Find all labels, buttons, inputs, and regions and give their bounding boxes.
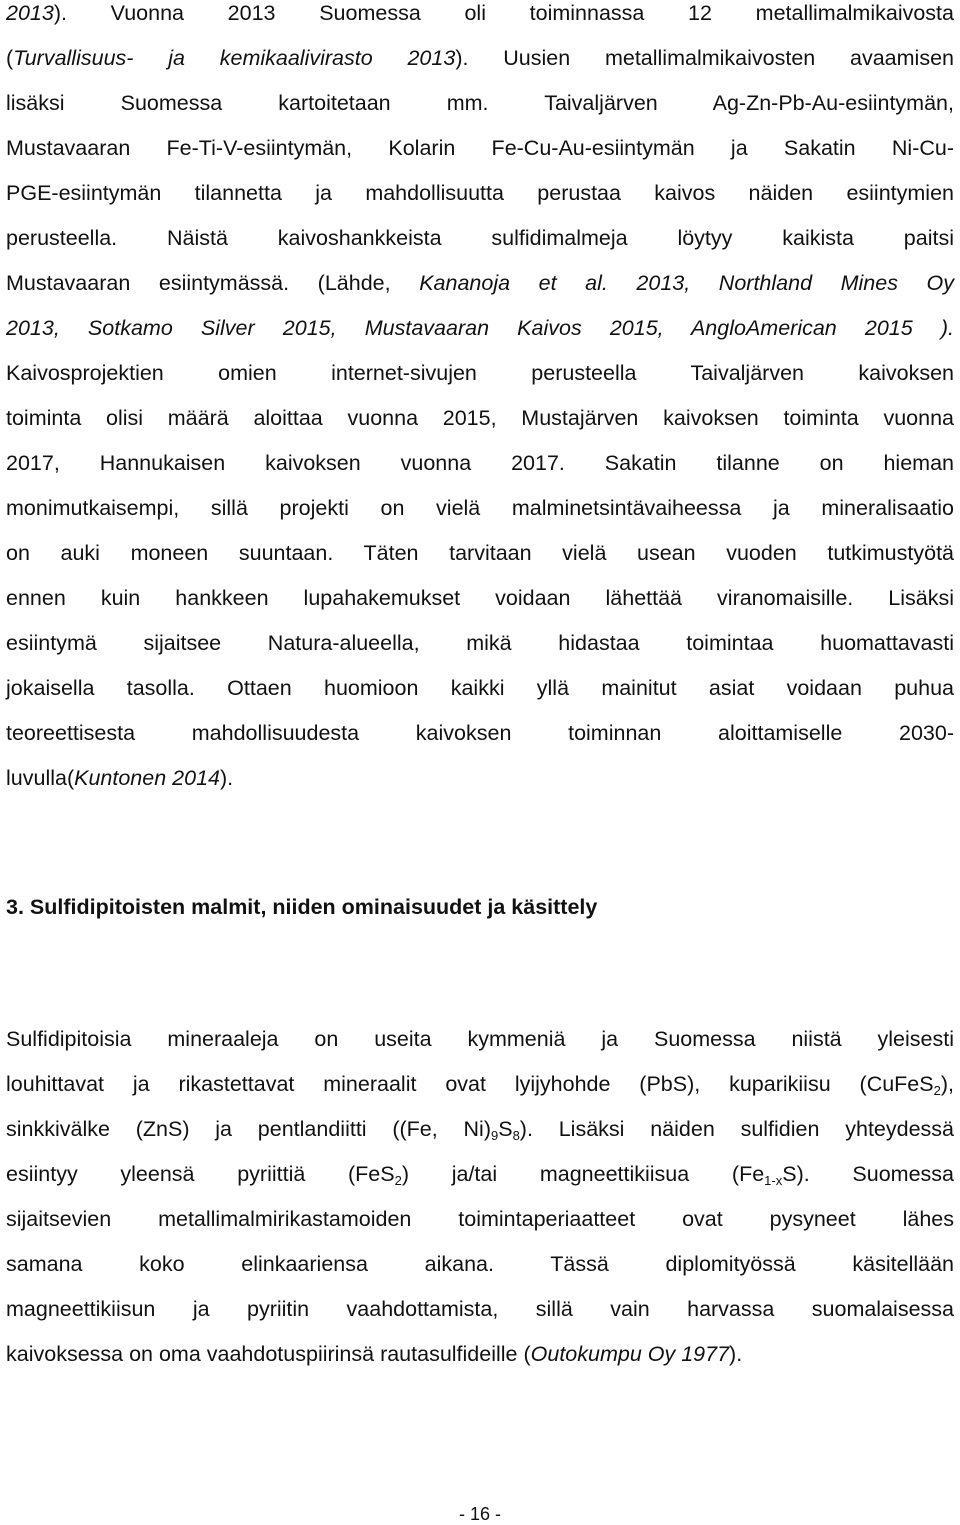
text-line	[6, 270, 954, 315]
citation-year: 2013	[6, 1, 54, 25]
section-heading: 3. Sulfidipitoisten malmit, niiden ominaisuudet ja käsittely	[6, 895, 598, 919]
text-line: teoreettisesta mahdollisuudesta kaivoksen toiminnan aloittamiselle 2030-	[6, 721, 954, 745]
text-line: magneettikiisun ja pyriitin vaahdottamista, sillä vain harvassa suomalaisessa	[6, 1297, 954, 1321]
text-line: perusteella. Näistä kaivoshankkeista sulfidimalmeja löytyy kaikista paitsi	[6, 226, 954, 250]
text-line: Mustavaaran Fe-Ti-V-esiintymän, Kolarin Fe-Cu-Au-esiintymän ja Sakatin Ni-Cu-	[6, 136, 954, 160]
text-segment: ). Uusien metallimalmikaivosten avaamisen	[455, 46, 954, 70]
text-line: samana koko elinkaariensa aikana. Tässä diplomityössä käsitellään	[6, 1252, 954, 1276]
text-line: Kaivosprojektien omien internet-sivujen perusteella Taivaljärven kaivoksen	[6, 361, 954, 385]
text-line: PGE-esiintymän tilannetta ja mahdollisuutta perustaa kaivos näiden esiintymien	[6, 181, 954, 205]
text-line	[6, 45, 954, 90]
citation-text: Turvallisuus- ja kemikaalivirasto 2013	[13, 46, 456, 70]
citation-text: Outokumpu Oy 1977	[530, 1342, 730, 1366]
text-segment: ).	[220, 766, 234, 790]
subscript: 8	[512, 1128, 520, 1143]
text-line: 2017, Hannukaisen kaivoksen vuonna 2017. Sakatin tilanne on hieman	[6, 451, 954, 475]
text-segment: Mustavaaran esiintymässä. (Lähde,	[6, 271, 420, 295]
page-number: - 16 -	[458, 1504, 501, 1524]
text-segment: ). Vuonna 2013 Suomessa oli toiminnassa 12 metallimalmikaivosta	[53, 1, 954, 25]
text-segment: ) ja/tai magneettikiisua (Fe	[401, 1162, 765, 1186]
text-line: monimutkaisempi, sillä projekti on vielä malminetsintävaiheessa ja mineralisaatio	[6, 496, 954, 520]
text-line	[6, 1341, 954, 1386]
text-line: esiintymä sijaitsee Natura-alueella, mikä hidastaa toimintaa huomattavasti	[6, 631, 954, 655]
citation-text: 2013, Sotkamo Silver 2015, Mustavaaran Kaivos 2015, AngloAmerican 2015 ).	[6, 316, 954, 340]
citation-text: Kuntonen 2014	[74, 766, 220, 790]
text-segment: luvulla(	[6, 766, 75, 790]
text-segment: ).	[729, 1342, 743, 1366]
text-line: sijaitsevien metallimalmirikastamoiden toimintaperiaatteet ovat pysyneet lähes	[6, 1207, 954, 1231]
paragraph-mining-projects	[6, 0, 954, 810]
subscript: 9	[490, 1128, 499, 1143]
text-line	[6, 0, 954, 45]
text-line: jokaisella tasolla. Ottaen huomioon kaikki yllä mainitut asiat voidaan puhua	[6, 676, 954, 700]
text-segment: (	[6, 46, 14, 70]
text-line	[6, 765, 954, 810]
subscript: 1-x	[764, 1173, 783, 1188]
text-segment: esiintyy yleensä pyriittiä (FeS	[6, 1162, 395, 1186]
subscript: 2	[394, 1173, 402, 1188]
text-line: on auki moneen suuntaan. Täten tarvitaan vielä usean vuoden tutkimustyötä	[6, 541, 954, 565]
text-segment: sinkkivälke (ZnS) ja pentlandiitti ((Fe, Ni)	[6, 1117, 491, 1141]
text-line: ennen kuin hankkeen lupahakemukset voidaan lähettää viranomaisille. Lisäksi	[6, 586, 954, 610]
text-segment: S	[498, 1117, 513, 1141]
text-segment: S). Suomessa	[782, 1162, 954, 1186]
text-line	[6, 1116, 954, 1161]
text-line: toiminta olisi määrä aloittaa vuonna 2015, Mustajärven kaivoksen toiminta vuonna	[6, 406, 954, 430]
text-segment: ),	[940, 1072, 954, 1096]
paragraph-sulfide-minerals	[6, 1026, 954, 1386]
text-segment: kaivoksessa on oma vaahdotuspiirinsä rautasulfideille (	[6, 1342, 531, 1366]
text-line: lisäksi Suomessa kartoitetaan mm. Taivaljärven Ag-Zn-Pb-Au-esiintymän,	[6, 91, 954, 115]
text-line	[6, 1071, 954, 1116]
text-line	[6, 315, 954, 360]
citation-text: 2013, Northland Mines Oy	[607, 271, 954, 295]
text-segment: louhittavat ja rikastettavat mineraalit ovat lyijyhohde (PbS), kuparikiisu (CuFeS	[6, 1072, 934, 1096]
text-line: Sulfidipitoisia mineraaleja on useita kymmeniä ja Suomessa niistä yleisesti	[6, 1027, 954, 1051]
text-line	[6, 1161, 954, 1206]
citation-text: Kananoja et al.	[419, 271, 608, 295]
text-segment: ). Lisäksi näiden sulfidien yhteydessä	[519, 1117, 954, 1141]
subscript: 2	[933, 1083, 941, 1098]
